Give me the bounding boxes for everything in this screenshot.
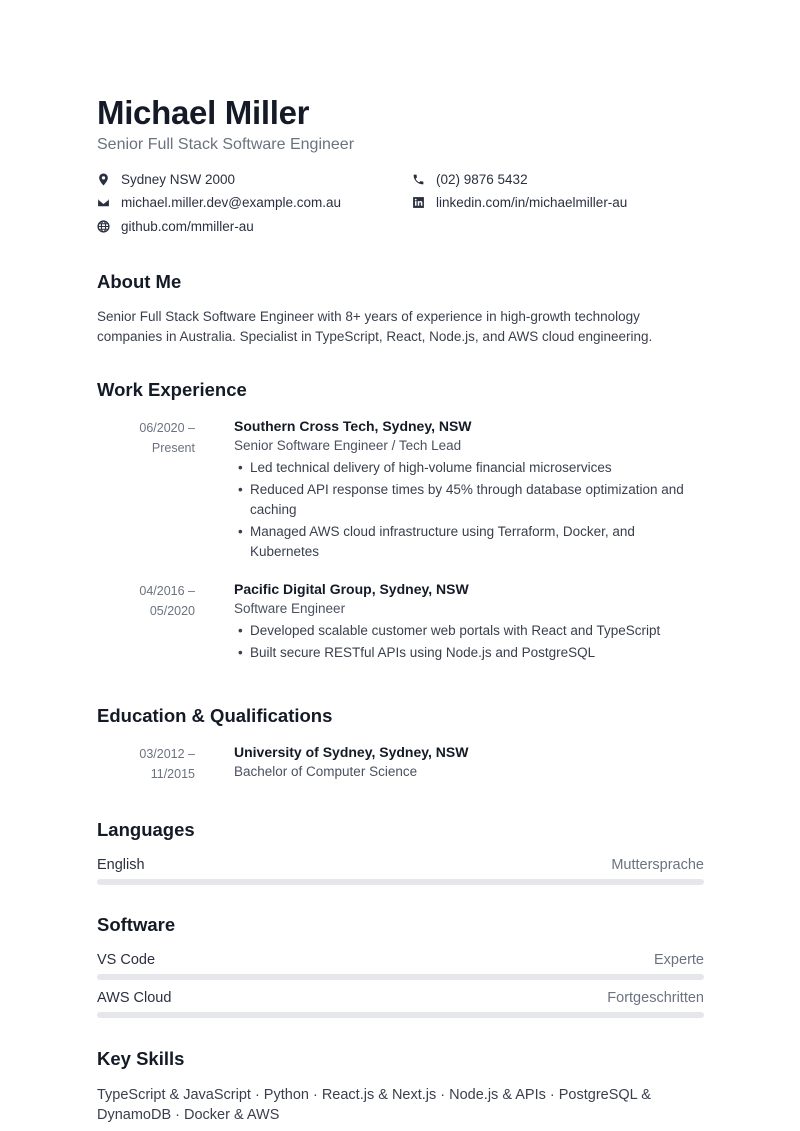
- date-end: 05/2020: [149, 604, 195, 618]
- software-level: Fortgeschritten: [607, 990, 704, 1006]
- contact-info: [97, 170, 704, 240]
- skills-text: TypeScript & JavaScript · Python · React.js & Next.js · Node.js & APIs · PostgreSQL & DynamoDB · Docker & AWS: [97, 1087, 651, 1123]
- education-entry: [97, 742, 704, 782]
- bullet-item: • Led technical delivery of high-volume financial microservices: [234, 458, 704, 478]
- linkedin-text[interactable]: linkedin.com/in/michaelmiller-au: [436, 194, 628, 210]
- work-entry-bullets: [234, 621, 704, 663]
- bullet-item: • Developed scalable customer web portals with React and TypeScript: [234, 621, 704, 641]
- resume-page: [97, 92, 704, 1123]
- work-entry-date: [97, 418, 195, 458]
- work-entry-org: Pacific Digital Group, Sydney, NSW: [234, 581, 469, 597]
- contact-phone[interactable]: [412, 170, 528, 188]
- about-section: [97, 270, 704, 347]
- level-bar-fill: [97, 879, 704, 885]
- software-item: [97, 950, 704, 980]
- work-entry: [97, 579, 704, 663]
- about-text: Senior Full Stack Software Engineer with 8+ years of experience in high-growth technology companies in Australia. Specialist in TypeScript, React, Node.js, and AWS cloud engineering.: [97, 309, 653, 344]
- software-item: [97, 988, 704, 1018]
- contact-website[interactable]: [97, 217, 254, 235]
- work-entry-date: [97, 581, 195, 621]
- bullet-item: • Managed AWS cloud infrastructure using Terraform, Docker, and Kubernetes: [234, 522, 704, 562]
- work-entry-role: Software Engineer: [234, 601, 346, 616]
- software-heading: Software: [97, 914, 176, 935]
- candidate-title: Senior Full Stack Software Engineer: [97, 136, 355, 153]
- location-text: Sydney NSW 2000: [121, 171, 236, 187]
- education-entry-date: [97, 744, 195, 784]
- contact-linkedin[interactable]: [412, 193, 627, 211]
- date-start: 03/2012 –: [139, 747, 195, 761]
- software-name: AWS Cloud: [97, 990, 172, 1006]
- software-level-bar: [97, 974, 704, 980]
- contact-location: [97, 170, 235, 188]
- education-section: [97, 704, 704, 782]
- contact-email[interactable]: [97, 193, 341, 211]
- envelope-icon: [97, 196, 110, 209]
- languages-heading: Languages: [97, 819, 195, 840]
- work-entry-org: Southern Cross Tech, Sydney, NSW: [234, 418, 472, 434]
- about-heading: About Me: [97, 271, 182, 292]
- work-entry-role: Senior Software Engineer / Tech Lead: [234, 438, 462, 453]
- work-section: [97, 378, 704, 665]
- education-heading: Education & Qualifications: [97, 705, 333, 726]
- work-heading: Work Experience: [97, 379, 247, 400]
- date-end: 11/2015: [150, 767, 195, 781]
- work-entry-bullets: [234, 458, 704, 562]
- date-start: 04/2016 –: [139, 584, 195, 598]
- software-section: [97, 913, 704, 1018]
- software-name: VS Code: [97, 952, 156, 968]
- software-level: Experte: [654, 952, 704, 968]
- date-end: Present: [151, 441, 195, 455]
- language-level-bar: [97, 879, 704, 885]
- level-bar-fill: [97, 1012, 704, 1018]
- phone-icon: [412, 173, 425, 186]
- language-name: English: [97, 857, 145, 873]
- map-pin-icon: [97, 173, 110, 186]
- work-entry: [97, 416, 704, 562]
- candidate-name: Michael Miller: [97, 94, 310, 131]
- linkedin-icon: [412, 196, 425, 209]
- date-start: 06/2020 –: [139, 421, 195, 435]
- language-item: [97, 855, 704, 885]
- skills-heading: Key Skills: [97, 1048, 185, 1069]
- education-entry-degree: Bachelor of Computer Science: [234, 764, 418, 779]
- languages-section: [97, 818, 704, 885]
- phone-text[interactable]: (02) 9876 5432: [436, 171, 528, 187]
- email-text[interactable]: michael.miller.dev@example.com.au: [121, 194, 342, 210]
- website-text[interactable]: github.com/mmiller-au: [121, 218, 254, 234]
- skills-section: [97, 1047, 704, 1125]
- education-entry-org: University of Sydney, Sydney, NSW: [234, 744, 469, 760]
- bullet-item: • Reduced API response times by 45% through database optimization and caching: [234, 480, 704, 520]
- globe-icon: [97, 220, 110, 233]
- language-level: Muttersprache: [611, 857, 704, 873]
- bullet-item: • Built secure RESTful APIs using Node.js and PostgreSQL: [234, 643, 704, 663]
- software-level-bar: [97, 1012, 704, 1018]
- level-bar-fill: [97, 974, 704, 980]
